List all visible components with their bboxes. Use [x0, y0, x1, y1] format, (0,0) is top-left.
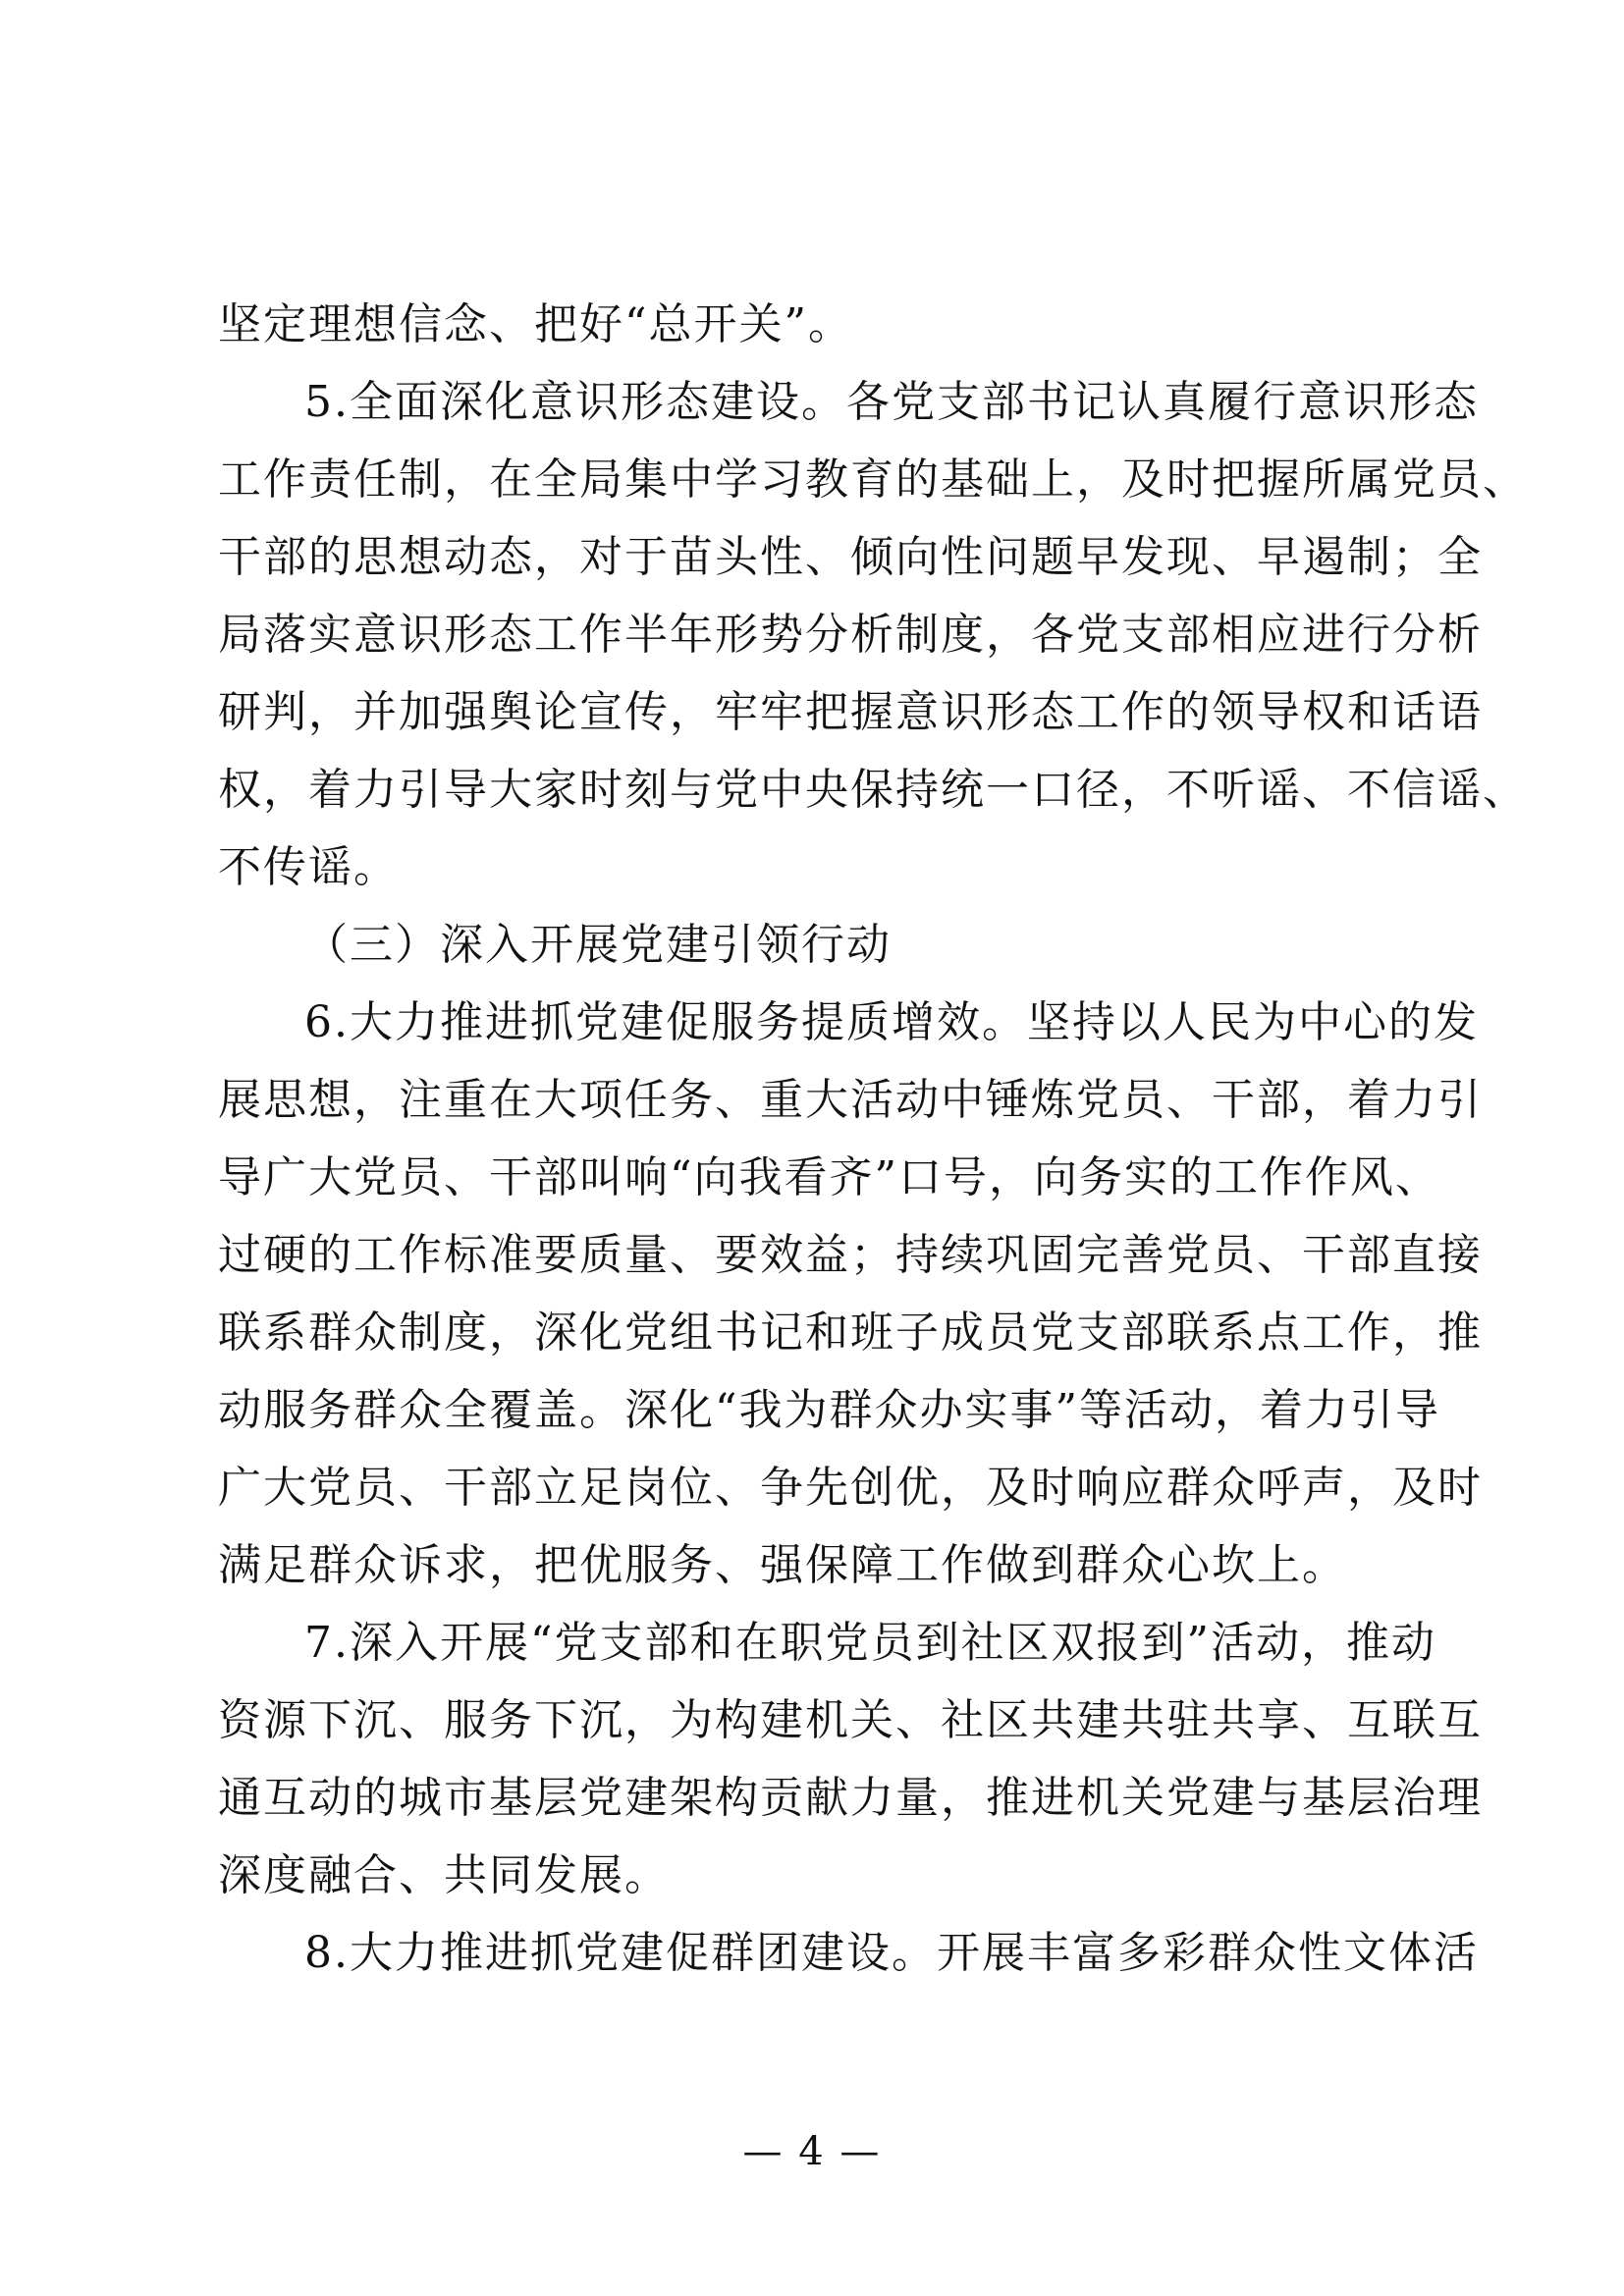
text-line: 工作责任制，在全局集中学习教育的基础上，及时把握所属党员、 — [218, 454, 1528, 505]
paragraph-4-continued — [218, 286, 1412, 363]
text-line: 5.全面深化意识形态建设。各党支部书记认真履行意识形态 — [304, 377, 1479, 427]
text-line: 坚定理想信念、把好“总开关”。 — [218, 299, 853, 349]
text-line: 8.大力推进抓党建促群团建设。开展丰富多彩群众性文体活 — [304, 1928, 1479, 1978]
text-line: 深度融合、共同发展。 — [218, 1850, 670, 1900]
text-line: 过硬的工作标准要质量、要效益；持续巩固完善党员、干部直接 — [218, 1230, 1483, 1280]
text-line: 动服务群众全覆盖。深化“我为群众办实事”等活动，着力引导 — [218, 1385, 1440, 1435]
text-line: 局落实意识形态工作半年形势分析制度，各党支部相应进行分析 — [218, 610, 1483, 660]
text-line: 通互动的城市基层党建架构贡献力量，推进机关党建与基层治理 — [218, 1773, 1483, 1823]
document-body — [218, 286, 1528, 1992]
text-line: 7.深入开展“党支部和在职党员到社区双报到”活动，推动 — [304, 1618, 1436, 1668]
text-line: 研判，并加强舆论宣传，牢牢把握意识形态工作的领导权和话语 — [218, 687, 1483, 737]
text-line: 广大党员、干部立足岗位、争先创优，及时响应群众呼声，及时 — [218, 1463, 1483, 1513]
text-line: 资源下沉、服务下沉，为构建机关、社区共建共驻共享、互联互 — [218, 1695, 1483, 1745]
heading-text: （三）深入开展党建引领行动 — [304, 920, 892, 970]
paragraph-5 — [218, 363, 1528, 906]
paragraph-8 — [218, 1914, 1479, 1992]
text-line: 导广大党员、干部叫响“向我看齐”口号，向务实的工作作风、 — [218, 1152, 1440, 1202]
text-line: 满足群众诉求，把优服务、强保障工作做到群众心坎上。 — [218, 1540, 1347, 1590]
text-line: 干部的思想动态，对于苗头性、倾向性问题早发现、早遏制；全 — [218, 532, 1483, 582]
section-heading — [218, 906, 1412, 984]
text-line: 不传谣。 — [218, 842, 399, 892]
text-line: 权，着力引导大家时刻与党中央保持统一口径，不听谣、不信谣、 — [218, 765, 1528, 815]
text-line: 6.大力推进抓党建促服务提质增效。坚持以人民为中心的发 — [304, 997, 1479, 1047]
text-line: 展思想，注重在大项任务、重大活动中锤炼党员、干部，着力引 — [218, 1075, 1483, 1125]
page-number: — 4 — — [742, 2129, 882, 2174]
paragraph-6 — [218, 984, 1483, 1604]
paragraph-7 — [218, 1604, 1483, 1914]
text-line: 联系群众制度，深化党组书记和班子成员党支部联系点工作，推 — [218, 1308, 1483, 1358]
